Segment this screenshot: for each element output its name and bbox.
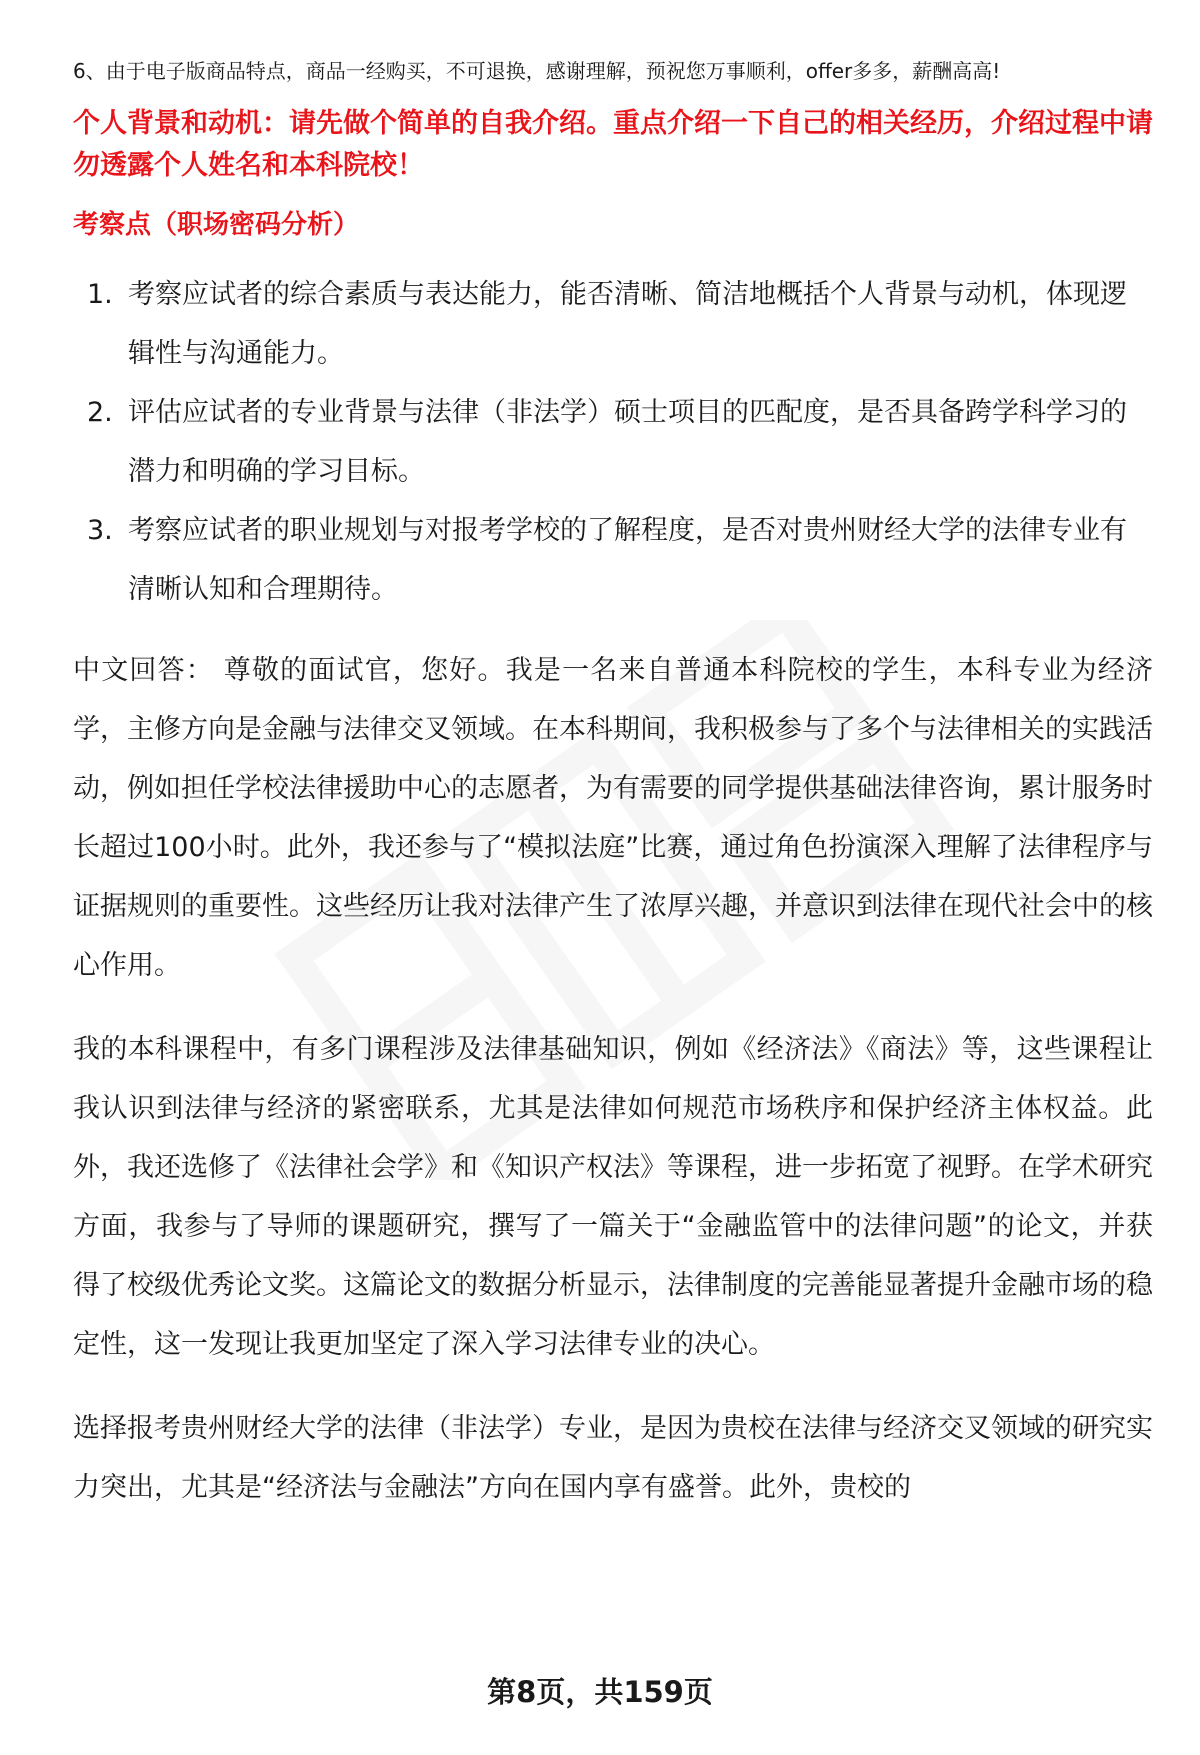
answer-paragraph: 我的本科课程中，有多门课程涉及法律基础知识，例如《经济法》《商法》等，这些课程让我认识到法律与经济的紧密联系，尤其是法律如何规范市场秩序和保护经济主体权益。此外，我还选修了《法律社会学》和《知识产权法》等课程，进一步拓宽了视野。在学术研究方面，我参与了导师的课题研究，撰写了一篇关于“金融监管中的法律问题”的论文，并获得了校级优秀论文奖。这篇论文的数据分析显示，法律制度的完善能显著提升金融市场的稳定性，这一发现让我更加坚定了深入学习法律专业的决心。 <box>73 1034 1153 1360</box>
page-number: 第8页，共159页 <box>487 1675 713 1709</box>
answer-paragraph: 中文回答： 尊敬的面试官，您好。我是一名来自普通本科院校的学生，本科专业为经济学，主修方向是金融与法律交叉领域。在本科期间，我积极参与了多个与法律相关的实践活动，例如担任学校法律援助中心的志愿者，为有需要的同学提供基础法律咨询，累计服务时长超过100小时。此外，我还参与了“模拟法庭”比赛，通过角色扮演深入理解了法律程序与证据规则的重要性。这些经历让我对法律产生了浓厚兴趣，并意识到法律在现代社会中的核心作用。 <box>73 655 1153 981</box>
assessment-subheading: 考察点（职场密码分析） <box>73 210 360 240</box>
list-item <box>73 501 1153 619</box>
list-number: 2. <box>87 397 113 428</box>
answer-paragraph: 选择报考贵州财经大学的法律（非法学）专业，是因为贵校在法律与经济交叉领域的研究实力突出，尤其是“经济法与金融法”方向在国内享有盛誉。此外，贵校的 <box>73 1413 1153 1503</box>
question-heading: 个人背景和动机：请先做个简单的自我介绍。重点介绍一下自己的相关经历，介绍过程中请勿透露个人姓名和本科院校！ <box>73 108 1153 181</box>
list-item <box>73 265 1153 383</box>
list-text: 考察应试者的综合素质与表达能力，能否清晰、简洁地概括个人背景与动机，体现逻辑性与沟通能力。 <box>128 279 1127 369</box>
list-number: 1. <box>87 279 113 310</box>
document-body <box>73 55 1153 1542</box>
list-item <box>73 383 1153 501</box>
list-text: 考察应试者的职业规划与对报考学校的了解程度，是否对贵州财经大学的法律专业有清晰认知和合理期待。 <box>128 515 1127 605</box>
list-number: 3. <box>87 515 113 546</box>
purchase-notice: 6、由于电子版商品特点，商品一经购买，不可退换，感谢理解，预祝您万事顺利，offer多多，薪酬高高! <box>73 59 1001 83</box>
list-text: 评估应试者的专业背景与法律（非法学）硕士项目的匹配度，是否具备跨学科学习的潜力和明确的学习目标。 <box>128 397 1127 487</box>
assessment-points <box>73 265 1153 619</box>
